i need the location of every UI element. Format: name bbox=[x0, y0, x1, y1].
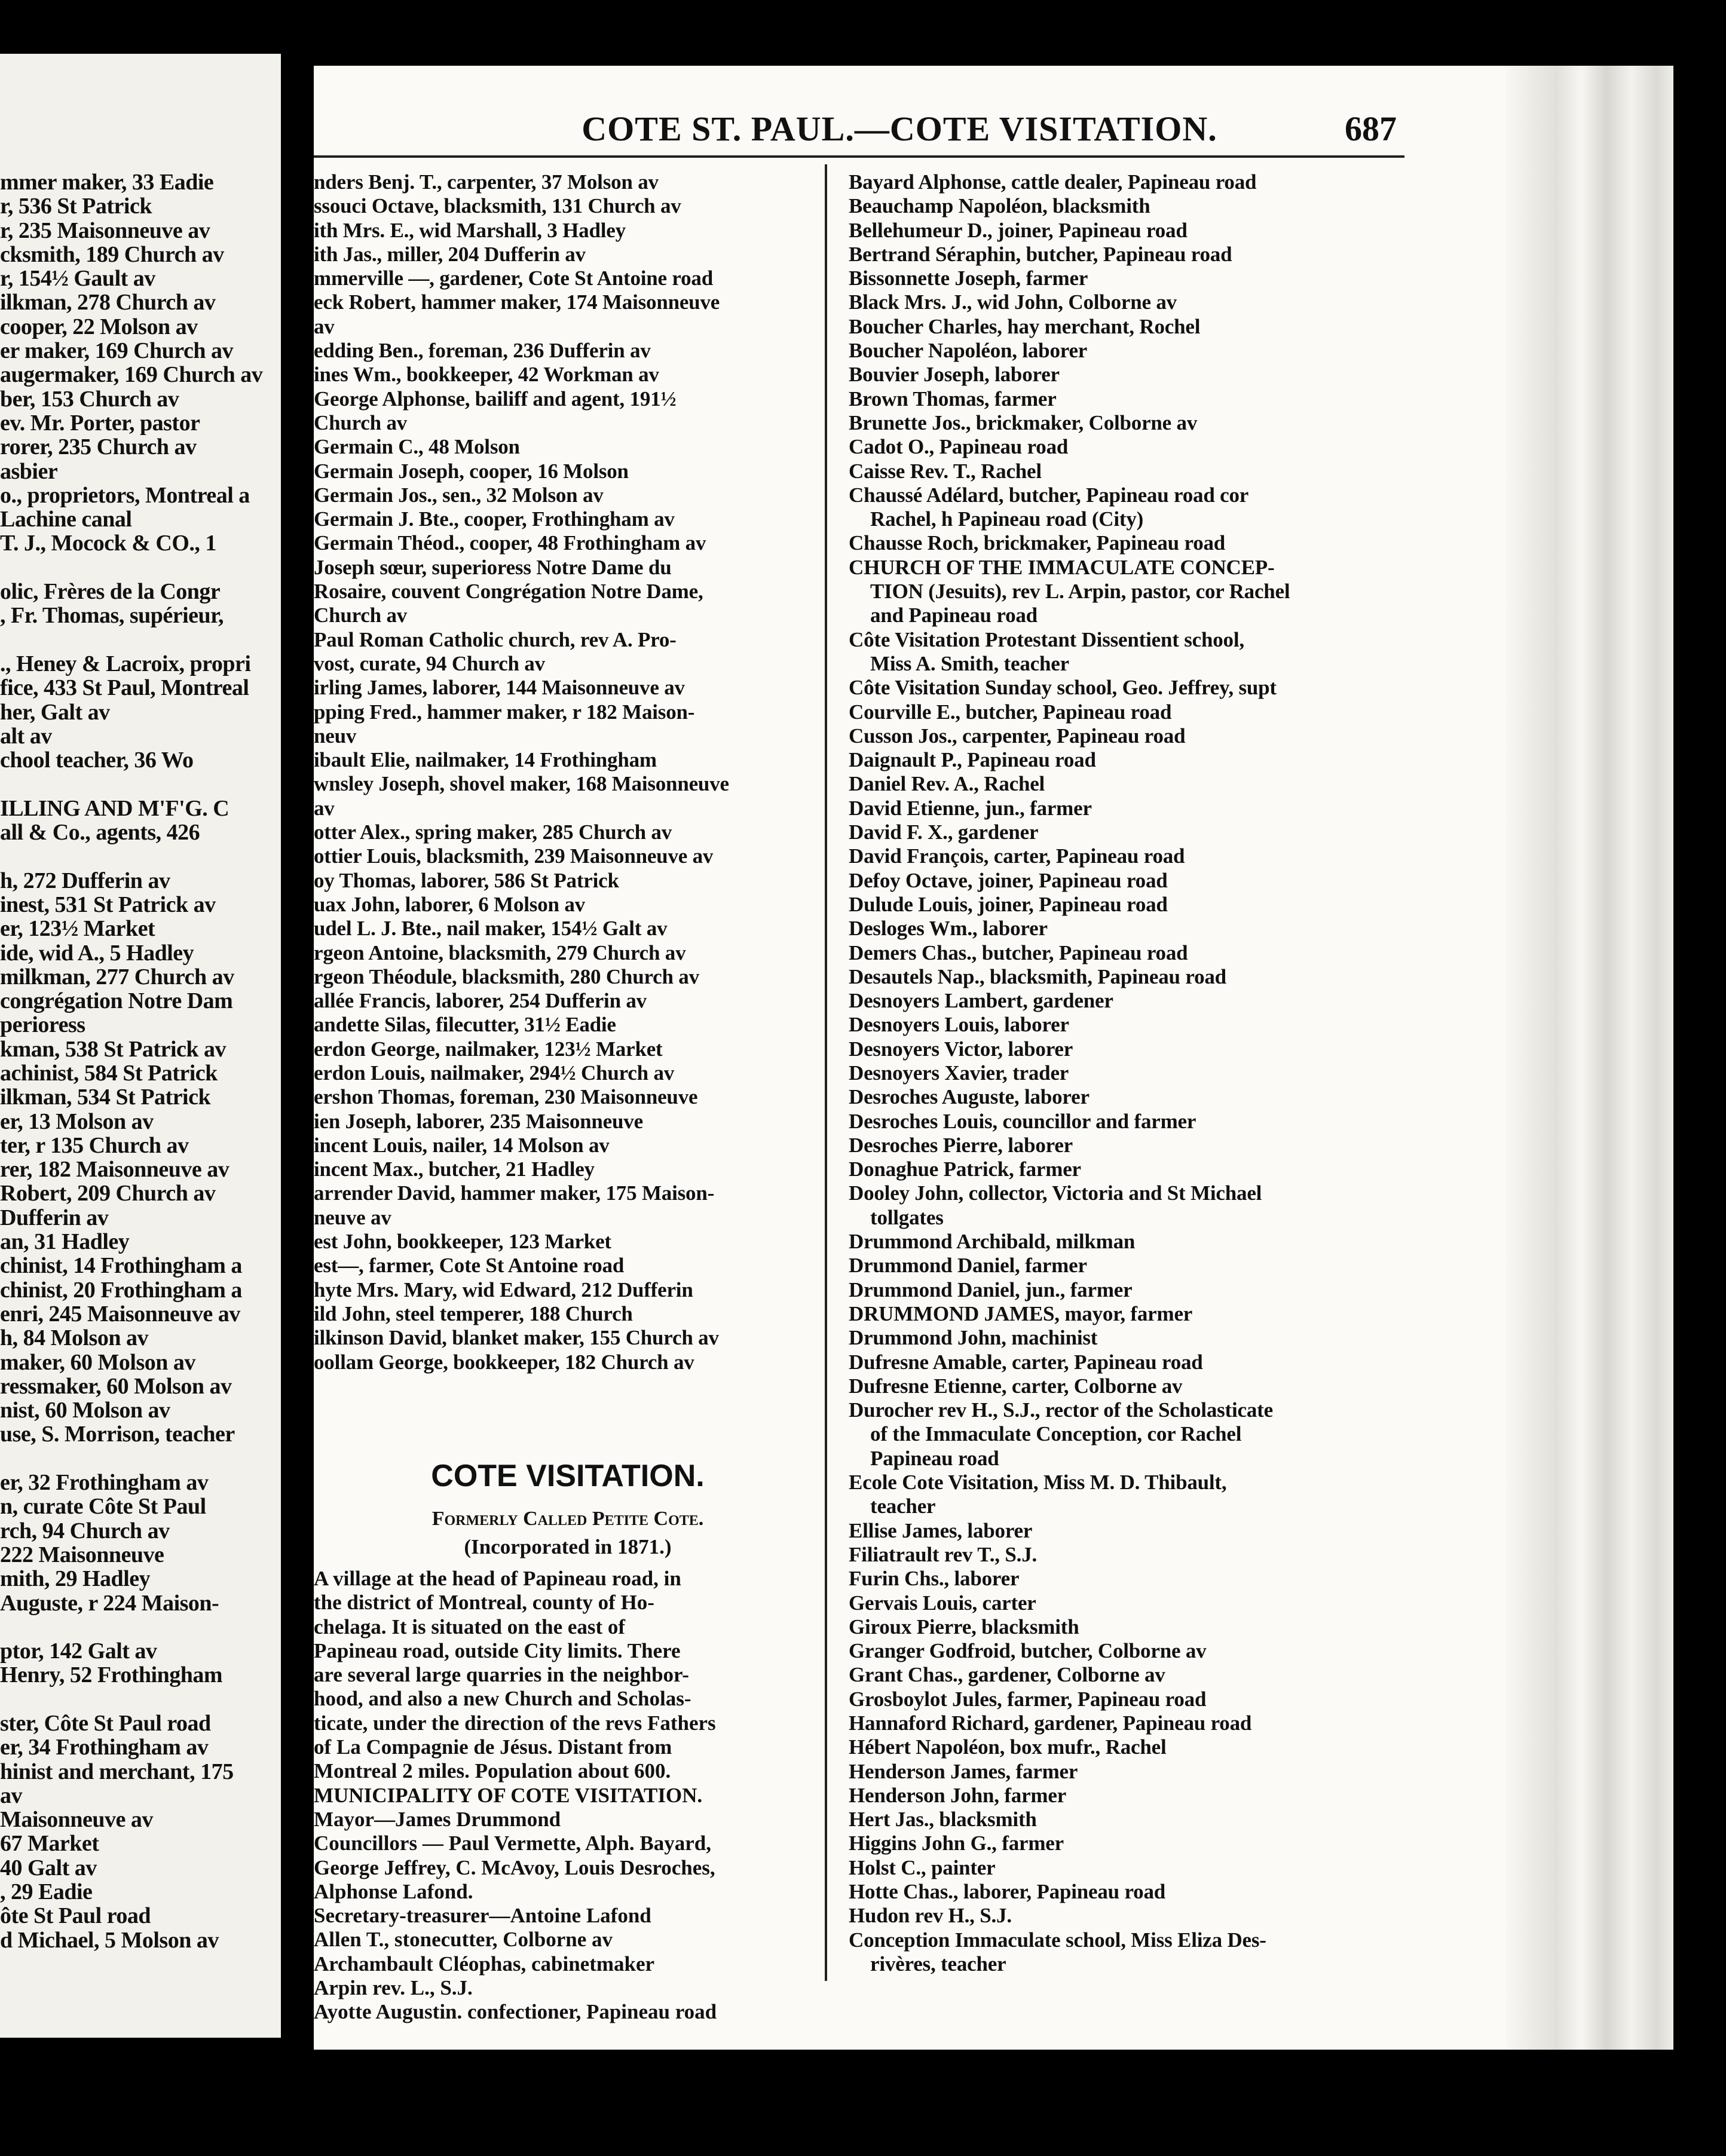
directory-entry: Granger Godfroid, butcher, Colborne av bbox=[849, 1639, 1207, 1663]
left-page-line: kman, 538 St Patrick av bbox=[0, 1037, 226, 1061]
left-page-line: ber, 153 Church av bbox=[0, 387, 179, 411]
directory-entry: Boucher Charles, hay merchant, Rochel bbox=[849, 314, 1201, 338]
left-page-line: 40 Galt av bbox=[0, 1855, 97, 1881]
directory-entry: Donaghue Patrick, farmer bbox=[849, 1157, 1081, 1181]
directory-entry: Germain Théod., cooper, 48 Frothingham av bbox=[314, 531, 706, 555]
directory-entry: av bbox=[314, 314, 335, 338]
left-page-line: ster, Côte St Paul road bbox=[0, 1711, 211, 1736]
visitation-line: Councillors — Paul Vermette, Alph. Bayard, bbox=[314, 1832, 712, 1855]
section-title: COTE VISITATION. bbox=[431, 1459, 705, 1493]
directory-entry: wnsley Joseph, shovel maker, 168 Maisonneuve bbox=[314, 772, 729, 796]
directory-entry: Desroches Auguste, laborer bbox=[849, 1085, 1090, 1109]
directory-entry: eck Robert, hammer maker, 174 Maisonneuve bbox=[314, 290, 720, 314]
left-page-line: d Michael, 5 Molson av bbox=[0, 1928, 219, 1952]
left-page-line: o., proprietors, Montreal a bbox=[0, 483, 250, 508]
left-page-line: augermaker, 169 Church av bbox=[0, 363, 263, 387]
directory-entry: Cusson Jos., carpenter, Papineau road bbox=[849, 724, 1186, 748]
directory-entry: est John, bookkeeper, 123 Market bbox=[314, 1230, 611, 1254]
visitation-line: Alphonse Lafond. bbox=[314, 1879, 473, 1903]
directory-entry: Furin Chs., laborer bbox=[849, 1567, 1020, 1591]
left-page-line: asbier bbox=[0, 459, 58, 483]
directory-entry: Paul Roman Catholic church, rev A. Pro- bbox=[314, 627, 677, 651]
left-page-line: all & Co., agents, 426 bbox=[0, 820, 200, 845]
directory-entry: George Alphonse, bailiff and agent, 191½ bbox=[314, 387, 677, 411]
directory-entry: otter Alex., spring maker, 285 Church av bbox=[314, 820, 672, 844]
directory-entry: hyte Mrs. Mary, wid Edward, 212 Dufferin bbox=[314, 1278, 693, 1301]
left-page-line: rorer, 235 Church av bbox=[0, 435, 197, 460]
directory-entry: mmerville —, gardener, Cote St Antoine road bbox=[314, 267, 713, 290]
directory-entry: DRUMMOND JAMES, mayor, farmer bbox=[849, 1301, 1193, 1325]
directory-entry: oollam George, bookkeeper, 182 Church av bbox=[314, 1350, 694, 1374]
left-page-line: cksmith, 189 Church av bbox=[0, 242, 224, 267]
directory-entry: ien Joseph, laborer, 235 Maisonneuve bbox=[314, 1109, 643, 1133]
directory-entry: Desroches Pierre, laborer bbox=[849, 1133, 1073, 1157]
left-page-line: ev. Mr. Porter, pastor bbox=[0, 411, 200, 436]
directory-entry: nders Benj. T., carpenter, 37 Molson av bbox=[314, 170, 659, 194]
left-page-line: 222 Maisonneuve bbox=[0, 1542, 164, 1567]
directory-entry: Ecole Cote Visitation, Miss M. D. Thibault, bbox=[849, 1471, 1227, 1494]
header-rule bbox=[314, 155, 1404, 158]
directory-entry: Filiatrault rev T., S.J. bbox=[849, 1542, 1038, 1566]
visitation-line: the district of Montreal, county of Ho- bbox=[314, 1591, 654, 1615]
directory-entry: Drummond Daniel, farmer bbox=[849, 1254, 1087, 1278]
column-left bbox=[314, 170, 822, 1374]
directory-entry: Germain C., 48 Molson bbox=[314, 435, 520, 459]
left-page-line: h, 272 Dufferin av bbox=[0, 868, 170, 893]
directory-entry: Hotte Chas., laborer, Papineau road bbox=[849, 1880, 1166, 1904]
visitation-line: Allen T., stonecutter, Colborne av bbox=[314, 1928, 613, 1952]
directory-entry: incent Max., butcher, 21 Hadley bbox=[314, 1157, 595, 1181]
visitation-line: Montreal 2 miles. Population about 600. bbox=[314, 1759, 671, 1783]
directory-entry: Bayard Alphonse, cattle dealer, Papineau road bbox=[849, 170, 1257, 194]
directory-entry: pping Fred., hammer maker, r 182 Maison- bbox=[314, 700, 695, 724]
directory-entry: allée Francis, laborer, 254 Dufferin av bbox=[314, 989, 647, 1013]
visitation-line: Archambault Cléophas, cabinetmaker bbox=[314, 1952, 655, 1976]
directory-entry: Rosaire, couvent Congrégation Notre Dame, bbox=[314, 580, 703, 604]
page-header: COTE ST. PAUL.—COTE VISITATION. bbox=[582, 109, 1217, 148]
directory-entry: neuve av bbox=[314, 1205, 391, 1229]
directory-entry: udel L. J. Bte., nail maker, 154½ Galt av bbox=[314, 917, 668, 941]
left-page-line bbox=[0, 628, 281, 652]
left-page-line: ILLING AND M'F'G. C bbox=[0, 796, 229, 821]
directory-entry: Church av bbox=[314, 411, 408, 434]
left-page-line: ilkman, 278 Church av bbox=[0, 290, 216, 315]
directory-entry: Rachel, h Papineau road (City) bbox=[870, 507, 1144, 531]
directory-entry: ith Jas., miller, 204 Dufferin av bbox=[314, 242, 586, 266]
directory-entry: Defoy Octave, joiner, Papineau road bbox=[849, 868, 1168, 892]
visitation-line: Mayor—James Drummond bbox=[314, 1807, 561, 1831]
left-page-line: r, 154½ Gault av bbox=[0, 267, 155, 291]
directory-entry: Chaussé Adélard, butcher, Papineau road cor bbox=[849, 483, 1249, 507]
left-page-line: Lachine canal bbox=[0, 507, 132, 532]
directory-entry: Daniel Rev. A., Rachel bbox=[849, 772, 1045, 796]
directory-entry: Hert Jas., blacksmith bbox=[849, 1808, 1037, 1832]
visitation-line: Secretary-treasurer—Antoine Lafond bbox=[314, 1904, 651, 1928]
left-page-line: er, 13 Molson av bbox=[0, 1109, 154, 1134]
page-number: 687 bbox=[1345, 109, 1397, 148]
directory-entry: Chausse Roch, brickmaker, Papineau road bbox=[849, 531, 1226, 555]
directory-entry: vost, curate, 94 Church av bbox=[314, 651, 545, 675]
directory-entry: Brunette Jos., brickmaker, Colborne av bbox=[849, 411, 1198, 434]
directory-entry: rivères, teacher bbox=[870, 1952, 1006, 1976]
left-page-line: ide, wid A., 5 Hadley bbox=[0, 941, 194, 965]
left-page-line: chinist, 14 Frothingham a bbox=[0, 1254, 242, 1278]
directory-entry: Black Mrs. J., wid John, Colborne av bbox=[849, 290, 1177, 314]
left-page-line: perioress bbox=[0, 1013, 85, 1037]
visitation-line: hood, and also a new Church and Scholas- bbox=[314, 1687, 691, 1711]
directory-entry: oy Thomas, laborer, 586 St Patrick bbox=[314, 868, 619, 892]
directory-entry: Grant Chas., gardener, Colborne av bbox=[849, 1663, 1165, 1687]
directory-entry: Desautels Nap., blacksmith, Papineau road bbox=[849, 964, 1226, 988]
left-page-line: ptor, 142 Galt av bbox=[0, 1639, 157, 1664]
left-page-line bbox=[0, 1447, 281, 1471]
directory-entry: Drummond John, machinist bbox=[849, 1326, 1098, 1350]
directory-entry: Desnoyers Louis, laborer bbox=[849, 1013, 1069, 1037]
left-page-line: er, 123½ Market bbox=[0, 917, 155, 941]
visitation-line: of La Compagnie de Jésus. Distant from bbox=[314, 1735, 672, 1759]
directory-entry: of the Immaculate Conception, cor Rachel bbox=[870, 1422, 1242, 1446]
left-page-line: , Fr. Thomas, supérieur, bbox=[0, 604, 224, 628]
left-page-text bbox=[0, 170, 281, 1952]
directory-entry: ibault Elie, nailmaker, 14 Frothingham bbox=[314, 748, 657, 772]
left-page-line bbox=[0, 844, 281, 868]
directory-entry: tollgates bbox=[870, 1205, 944, 1229]
directory-entry: rgeon Théodule, blacksmith, 280 Church av bbox=[314, 964, 699, 988]
directory-entry: ilkinson David, blanket maker, 155 Church av bbox=[314, 1326, 719, 1350]
left-page-line: 67 Market bbox=[0, 1832, 99, 1856]
directory-entry: and Papineau road bbox=[870, 604, 1038, 627]
directory-entry: ssouci Octave, blacksmith, 131 Church av bbox=[314, 194, 681, 218]
left-page-line: chool teacher, 36 Wo bbox=[0, 748, 194, 773]
directory-entry: Demers Chas., butcher, Papineau road bbox=[849, 941, 1188, 964]
visitation-line: are several large quarries in the neighbor- bbox=[314, 1663, 689, 1687]
visitation-line: chelaga. It is situated on the east of bbox=[314, 1615, 626, 1639]
directory-entry: teacher bbox=[870, 1494, 936, 1518]
left-page-line: ter, r 135 Church av bbox=[0, 1133, 189, 1158]
directory-entry: Papineau road bbox=[870, 1446, 999, 1470]
left-page-line: r, 235 Maisonneuve av bbox=[0, 218, 210, 243]
left-page-line: Maisonneuve av bbox=[0, 1808, 153, 1832]
left-page-line: fice, 433 St Paul, Montreal bbox=[0, 676, 249, 700]
left-page-line bbox=[0, 1688, 281, 1711]
directory-entry: Drummond Archibald, milkman bbox=[849, 1230, 1136, 1254]
directory-entry: Germain J. Bte., cooper, Frothingham av bbox=[314, 507, 675, 531]
directory-entry: Henderson James, farmer bbox=[849, 1759, 1078, 1783]
left-page-line: inest, 531 St Patrick av bbox=[0, 892, 216, 917]
left-page-line: ., Heney & Lacroix, propri bbox=[0, 651, 251, 676]
directory-entry: av bbox=[314, 796, 335, 820]
directory-entry: Caisse Rev. T., Rachel bbox=[849, 459, 1042, 483]
left-page-line bbox=[0, 556, 281, 580]
directory-entry: neuv bbox=[314, 724, 357, 748]
left-page-line: ilkman, 534 St Patrick bbox=[0, 1085, 211, 1110]
directory-entry: erdon Louis, nailmaker, 294½ Church av bbox=[314, 1061, 675, 1085]
directory-entry: edding Ben., foreman, 236 Dufferin av bbox=[314, 339, 651, 363]
visitation-line: A village at the head of Papineau road, in bbox=[314, 1567, 681, 1590]
left-page-line: Robert, 209 Church av bbox=[0, 1181, 216, 1206]
page-edge bbox=[1506, 66, 1673, 2050]
directory-entry: irling James, laborer, 144 Maisonneuve av bbox=[314, 676, 685, 700]
directory-entry: Dufresne Etienne, carter, Colborne av bbox=[849, 1374, 1183, 1398]
directory-entry: Desnoyers Lambert, gardener bbox=[849, 989, 1113, 1013]
directory-entry: Drummond Daniel, jun., farmer bbox=[849, 1278, 1133, 1301]
directory-entry: Hébert Napoléon, box mufr., Rachel bbox=[849, 1735, 1167, 1759]
left-page-line: alt av bbox=[0, 724, 52, 749]
directory-entry: Boucher Napoléon, laborer bbox=[849, 339, 1088, 363]
visitation-line: George Jeffrey, C. McAvoy, Louis Desroches, bbox=[314, 1855, 715, 1879]
directory-entry: Durocher rev H., S.J., rector of the Scholasticate bbox=[849, 1398, 1273, 1422]
directory-entry: uax John, laborer, 6 Molson av bbox=[314, 892, 585, 916]
visitation-line: Papineau road, outside City limits. There bbox=[314, 1639, 681, 1662]
directory-entry: Côte Visitation Sunday school, Geo. Jeffrey, supt bbox=[849, 676, 1277, 700]
visitation-line: ticate, under the direction of the revs Fathers bbox=[314, 1711, 716, 1735]
directory-entry: TION (Jesuits), rev L. Arpin, pastor, cor Rachel bbox=[870, 580, 1290, 604]
left-page-line: maker, 60 Molson av bbox=[0, 1350, 195, 1374]
directory-entry: incent Louis, nailer, 14 Molson av bbox=[314, 1133, 610, 1157]
directory-entry: Higgins John G., farmer bbox=[849, 1832, 1064, 1855]
left-page-line: chinist, 20 Frothingham a bbox=[0, 1278, 242, 1302]
directory-entry: est—, farmer, Cote St Antoine road bbox=[314, 1254, 625, 1278]
left-page-line: mmer maker, 33 Eadie bbox=[0, 170, 214, 195]
visitation-text bbox=[314, 1567, 822, 2025]
left-page-line: cooper, 22 Molson av bbox=[0, 314, 198, 339]
directory-entry: Daignault P., Papineau road bbox=[849, 748, 1096, 772]
directory-entry: Conception Immaculate school, Miss Eliza Des- bbox=[849, 1928, 1266, 1952]
directory-entry: Giroux Pierre, blacksmith bbox=[849, 1615, 1079, 1639]
directory-entry: Courville E., butcher, Papineau road bbox=[849, 700, 1172, 724]
directory-entry: andette Silas, filecutter, 31½ Eadie bbox=[314, 1013, 616, 1037]
incorporation-note: (Incorporated in 1871.) bbox=[464, 1535, 672, 1558]
left-page-line: er, 32 Frothingham av bbox=[0, 1471, 209, 1495]
left-page-line: rer, 182 Maisonneuve av bbox=[0, 1157, 229, 1182]
directory-entry: Dooley John, collector, Victoria and St Michael bbox=[849, 1181, 1262, 1205]
directory-entry: Dulude Louis, joiner, Papineau road bbox=[849, 892, 1168, 916]
left-page-line: hinist and merchant, 175 bbox=[0, 1759, 234, 1784]
left-page-line: av bbox=[0, 1783, 22, 1808]
directory-entry: Ellise James, laborer bbox=[849, 1518, 1033, 1542]
left-page-line: Dufferin av bbox=[0, 1205, 109, 1230]
left-page-line: use, S. Morrison, teacher bbox=[0, 1422, 235, 1447]
left-page-line: nist, 60 Molson av bbox=[0, 1398, 170, 1423]
directory-entry: Desloges Wm., laborer bbox=[849, 917, 1048, 941]
directory-entry: ershon Thomas, foreman, 230 Maisonneuve bbox=[314, 1085, 698, 1109]
visitation-line: MUNICIPALITY OF COTE VISITATION. bbox=[314, 1783, 703, 1807]
directory-entry: Desnoyers Victor, laborer bbox=[849, 1037, 1073, 1061]
directory-entry: Bertrand Séraphin, butcher, Papineau road bbox=[849, 242, 1232, 266]
left-page-line: enri, 245 Maisonneuve av bbox=[0, 1301, 240, 1327]
left-page-line: an, 31 Hadley bbox=[0, 1230, 130, 1254]
directory-entry: Hannaford Richard, gardener, Papineau road bbox=[849, 1711, 1252, 1735]
directory-entry: David Etienne, jun., farmer bbox=[849, 796, 1092, 820]
left-page-line: , 29 Eadie bbox=[0, 1880, 93, 1904]
directory-entry: ottier Louis, blacksmith, 239 Maisonneuve av bbox=[314, 844, 714, 868]
directory-entry: Grosboylot Jules, farmer, Papineau road bbox=[849, 1687, 1207, 1711]
directory-entry: Gervais Louis, carter bbox=[849, 1591, 1036, 1615]
directory-entry: Brown Thomas, farmer bbox=[849, 387, 1057, 411]
left-page-line: n, curate Côte St Paul bbox=[0, 1494, 206, 1519]
visitation-line: Ayotte Augustin. confectioner, Papineau road bbox=[314, 2000, 717, 2024]
directory-entry: Desroches Louis, councillor and farmer bbox=[849, 1109, 1196, 1133]
directory-entry: erdon George, nailmaker, 123½ Market bbox=[314, 1037, 663, 1061]
left-page-line: milkman, 277 Church av bbox=[0, 964, 234, 990]
directory-entry: Bellehumeur D., joiner, Papineau road bbox=[849, 218, 1188, 242]
right-page bbox=[314, 66, 1673, 2050]
directory-entry: David François, carter, Papineau road bbox=[849, 844, 1185, 868]
left-page-line: achinist, 584 St Patrick bbox=[0, 1061, 218, 1086]
directory-entry: arrender David, hammer maker, 175 Maison- bbox=[314, 1181, 715, 1205]
directory-entry: ild John, steel temperer, 188 Church bbox=[314, 1301, 633, 1325]
left-page-line: ôte St Paul road bbox=[0, 1904, 151, 1928]
directory-entry: Bouvier Joseph, laborer bbox=[849, 363, 1060, 387]
directory-entry: Miss A. Smith, teacher bbox=[870, 651, 1069, 675]
directory-entry: CHURCH OF THE IMMACULATE CONCEP- bbox=[849, 555, 1275, 579]
directory-entry: Church av bbox=[314, 604, 408, 627]
directory-entry: ines Wm., bookkeeper, 42 Workman av bbox=[314, 363, 659, 387]
directory-entry: Germain Joseph, cooper, 16 Molson bbox=[314, 459, 629, 483]
directory-entry: Beauchamp Napoléon, blacksmith bbox=[849, 194, 1150, 218]
directory-entry: Bissonnette Joseph, farmer bbox=[849, 267, 1088, 290]
directory-entry: Germain Jos., sen., 32 Molson av bbox=[314, 483, 604, 507]
left-page-line: mith, 29 Hadley bbox=[0, 1567, 151, 1591]
directory-entry: rgeon Antoine, blacksmith, 279 Church av bbox=[314, 941, 686, 964]
left-page-line bbox=[0, 772, 281, 796]
left-page bbox=[0, 54, 281, 2038]
directory-entry: Joseph sœur, superioress Notre Dame du bbox=[314, 555, 672, 579]
left-page-line: er, 34 Frothingham av bbox=[0, 1735, 209, 1760]
left-page-line: olic, Frères de la Congr bbox=[0, 580, 221, 604]
directory-entry: Hudon rev H., S.J. bbox=[849, 1904, 1012, 1928]
left-page-line: Auguste, r 224 Maison- bbox=[0, 1591, 219, 1615]
directory-entry: ith Mrs. E., wid Marshall, 3 Hadley bbox=[314, 218, 626, 242]
directory-entry: David F. X., gardener bbox=[849, 820, 1039, 844]
directory-entry: Henderson John, farmer bbox=[849, 1783, 1067, 1807]
visitation-line: Arpin rev. L., S.J. bbox=[314, 1976, 473, 2000]
directory-entry: Cadot O., Papineau road bbox=[849, 435, 1069, 459]
directory-entry: Côte Visitation Protestant Dissentient school, bbox=[849, 627, 1244, 651]
left-page-line: h, 84 Molson av bbox=[0, 1326, 148, 1350]
section-subtitle: Formerly Called Petite Cote. bbox=[432, 1508, 704, 1530]
left-page-line: r, 536 St Patrick bbox=[0, 194, 152, 219]
left-page-line: Henry, 52 Frothingham bbox=[0, 1663, 222, 1688]
directory-entry: Dufresne Amable, carter, Papineau road bbox=[849, 1350, 1203, 1374]
left-page-line: her, Galt av bbox=[0, 700, 110, 724]
left-page-line: congrégation Notre Dam bbox=[0, 989, 233, 1013]
directory-entry: Holst C., painter bbox=[849, 1855, 996, 1879]
directory-entry: Desnoyers Xavier, trader bbox=[849, 1061, 1069, 1085]
left-page-line: ressmaker, 60 Molson av bbox=[0, 1374, 232, 1399]
left-page-line: T. J., Mocock & CO., 1 bbox=[0, 531, 216, 556]
left-page-line: rch, 94 Church av bbox=[0, 1518, 170, 1543]
column-divider bbox=[825, 164, 827, 1981]
left-page-line: er maker, 169 Church av bbox=[0, 339, 233, 363]
left-page-line bbox=[0, 1615, 281, 1639]
